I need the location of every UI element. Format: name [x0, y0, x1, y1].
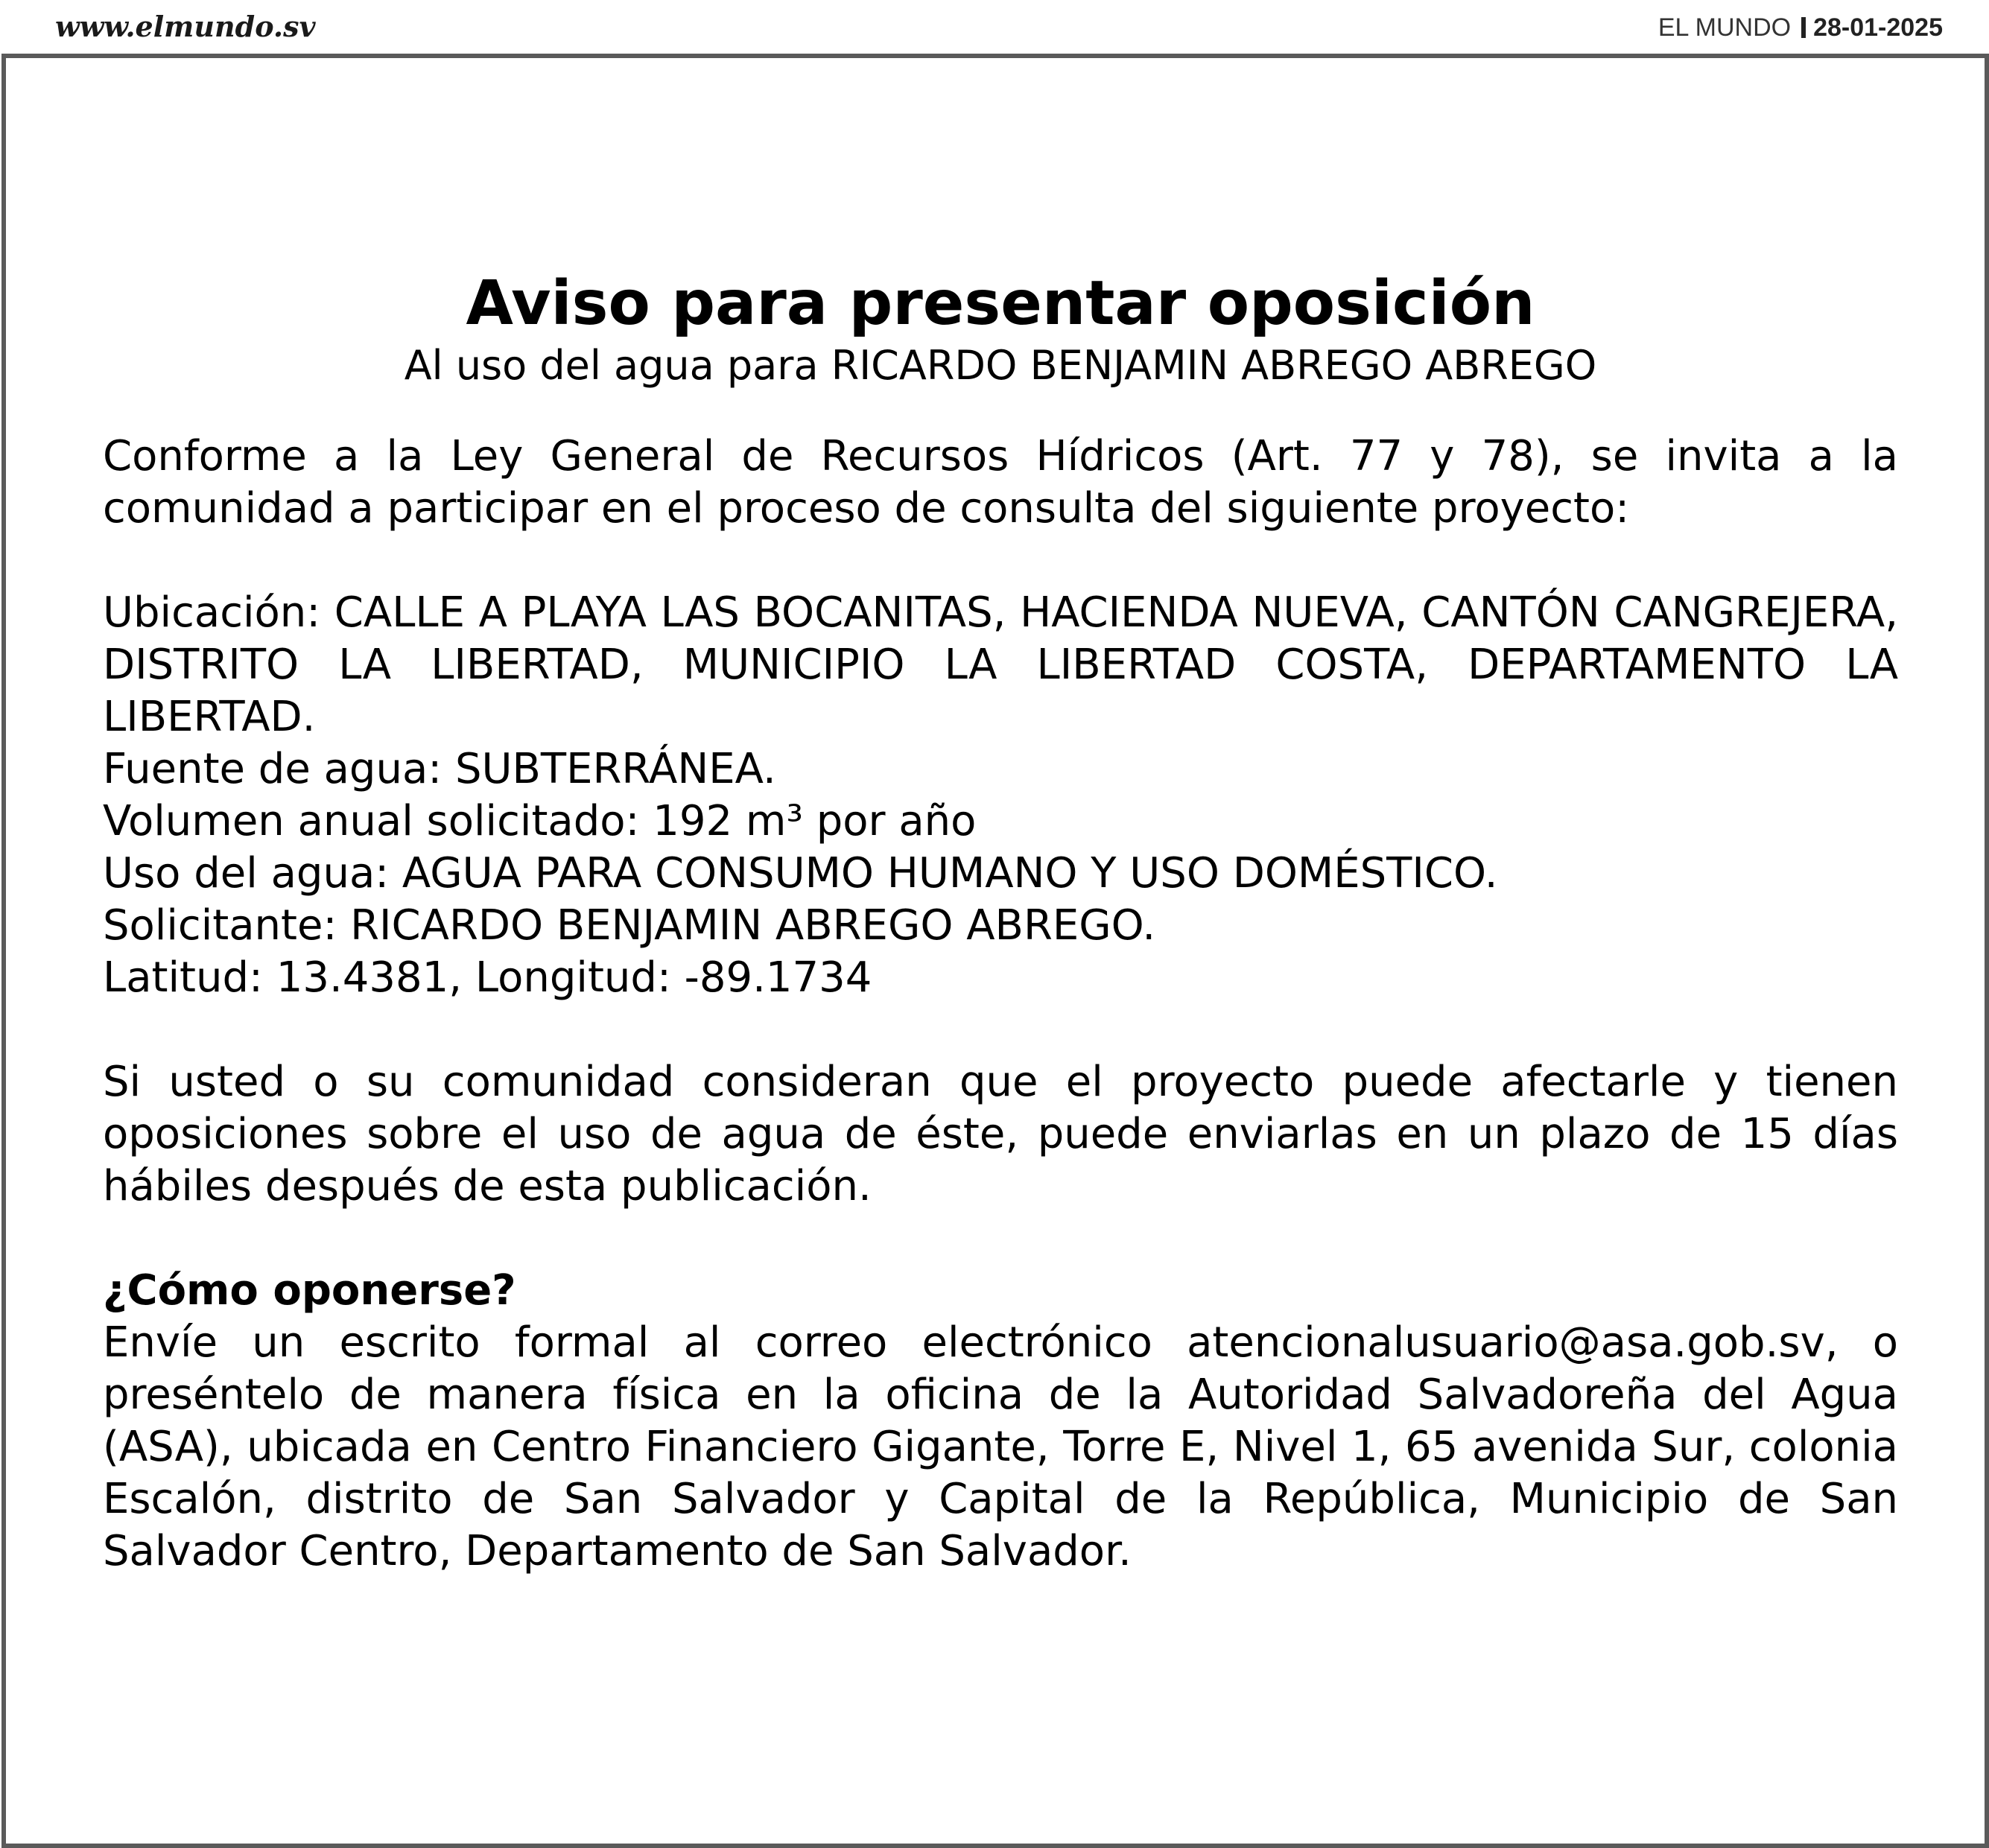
applicant-text: Solicitante: RICARDO BENJAMIN ABREGO ABREGO.	[103, 901, 1156, 950]
masthead-separator	[1801, 17, 1806, 38]
how-to-oppose-text: Envíe un escrito formal al correo electrónico atencionalusuario@asa.gob.sv, o preséntelo de manera física en la oficina de la Autoridad Salvadoreña del Agua (ASA), ubicada en Centro Financiero Gigante, Torre E, Nivel 1, 65 avenida Sur, colonia Escalón, distrito de San Salvador y Capital de la República, Municipio de San Salvador Centro, Departamento de San Salvador.	[103, 1318, 1898, 1575]
notice-frame	[1, 54, 1989, 1848]
publication-date: 28-01-2025	[1813, 13, 1943, 42]
newspaper-name: EL MUNDO	[1658, 13, 1792, 42]
coordinates-text: Latitud: 13.4381, Longitud: -89.1734	[103, 953, 872, 1002]
page-header	[0, 0, 1989, 54]
masthead	[1658, 10, 1943, 45]
annual-volume-text: Volumen anual solicitado: 192 m³ por año	[103, 797, 977, 845]
intro-paragraph: Conforme a la Ley General de Recursos Hídricos (Art. 77 y 78), se invita a la comunidad a participar en el proceso de consulta del siguiente proyecto:	[103, 432, 1898, 533]
site-url: www.elmundo.sv	[55, 10, 316, 43]
notice-title: Aviso para presentar oposición	[466, 268, 1535, 339]
location-text: Ubicación: CALLE A PLAYA LAS BOCANITAS, HACIENDA NUEVA, CANTÓN CANGREJERA, DISTRITO LA LIBERTAD, MUNICIPIO LA LIBERTAD COSTA, DEPARTAMENTO LA LIBERTAD.	[103, 588, 1898, 741]
water-use-text: Uso del agua: AGUA PARA CONSUMO HUMANO Y USO DOMÉSTICO.	[103, 849, 1498, 898]
spacer	[103, 535, 1898, 587]
spacer	[103, 1213, 1898, 1265]
how-to-oppose-heading: ¿Cómo oponerse?	[103, 1266, 516, 1315]
notice-content	[103, 267, 1898, 1578]
spacer	[103, 1004, 1898, 1056]
notice-subtitle: Al uso del agua para RICARDO BENJAMIN ABREGO ABREGO	[404, 342, 1597, 389]
water-source-text: Fuente de agua: SUBTERRÁNEA.	[103, 745, 776, 793]
opposition-paragraph: Si usted o su comunidad consideran que el proyecto puede afectarle y tienen oposiciones sobre el uso de agua de éste, puede enviarlas en un plazo de 15 días hábiles después de esta publicación.	[103, 1058, 1898, 1210]
